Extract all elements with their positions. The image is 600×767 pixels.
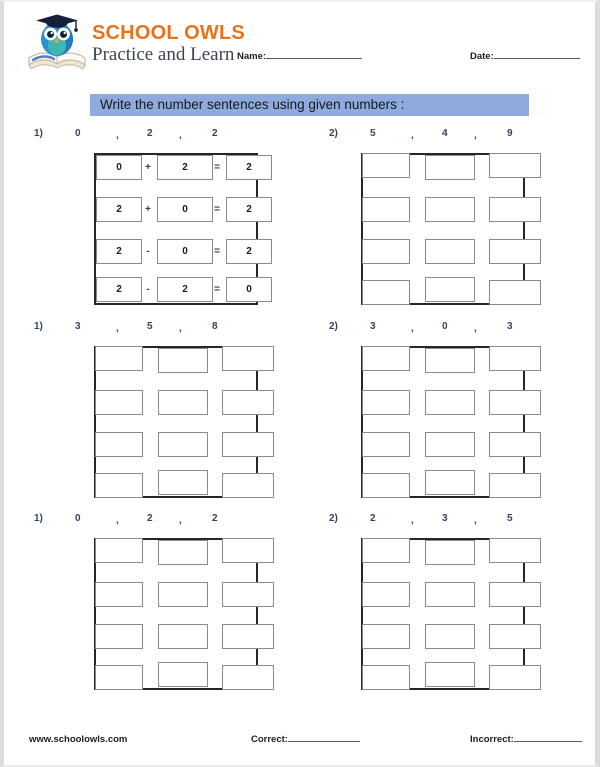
given-number-1: 0: [75, 513, 81, 524]
equation-row: [363, 155, 523, 180]
equation-row: [363, 348, 523, 373]
operand-b-box[interactable]: [425, 197, 475, 222]
result-box[interactable]: 2: [226, 197, 272, 222]
operand-b-box[interactable]: [425, 432, 475, 457]
incorrect-label: Incorrect:: [470, 734, 514, 745]
operator-symbol: +: [145, 204, 151, 215]
answer-grid: [94, 346, 258, 498]
date-label: Date:: [470, 51, 494, 62]
number-separator: ,: [411, 323, 414, 334]
correct-write-line[interactable]: [288, 741, 360, 742]
operand-b-box[interactable]: [425, 277, 475, 302]
operand-a-box[interactable]: [362, 153, 410, 178]
incorrect-field[interactable]: [470, 734, 582, 745]
number-separator: ,: [411, 130, 414, 141]
answer-grid: [361, 346, 525, 498]
operand-b-box[interactable]: [158, 470, 208, 495]
given-number-1: 3: [370, 321, 376, 332]
given-number-3: 9: [507, 128, 513, 139]
equals-symbol: =: [214, 162, 220, 173]
problem-4: [329, 321, 600, 513]
given-number-3: 3: [507, 321, 513, 332]
equation-row: [363, 277, 523, 302]
problem-index: 2): [329, 513, 338, 524]
problem-index: 1): [34, 513, 43, 524]
operand-b-box[interactable]: [158, 390, 208, 415]
answer-grid: [94, 538, 258, 690]
problem-index: 1): [34, 321, 43, 332]
operand-a-box[interactable]: 0: [96, 155, 142, 180]
equation-row: [363, 197, 523, 222]
problem-index: 2): [329, 321, 338, 332]
operand-a-box[interactable]: [362, 473, 410, 498]
operand-b-box[interactable]: [425, 624, 475, 649]
correct-field[interactable]: [251, 734, 360, 745]
problem-header: [329, 128, 600, 144]
equation-row: [96, 432, 256, 457]
operand-b-box[interactable]: [158, 624, 208, 649]
number-separator: ,: [116, 130, 119, 141]
operand-b-box[interactable]: [425, 155, 475, 180]
answer-grid: [94, 153, 258, 305]
answer-grid: [361, 538, 525, 690]
operand-a-box[interactable]: [95, 665, 143, 690]
brand-tagline: Practice and Learn: [92, 44, 235, 65]
problem-header: [329, 513, 600, 529]
operand-a-box[interactable]: [95, 473, 143, 498]
operand-a-box[interactable]: [362, 197, 410, 222]
result-box[interactable]: [489, 239, 541, 264]
number-separator: ,: [474, 515, 477, 526]
operand-b-box[interactable]: [158, 582, 208, 607]
operand-b-box[interactable]: [425, 239, 475, 264]
equation-row: [363, 470, 523, 495]
given-number-2: 2: [147, 128, 153, 139]
number-separator: ,: [474, 130, 477, 141]
result-box[interactable]: [222, 538, 274, 563]
operator-symbol: -: [146, 284, 150, 295]
operand-b-box[interactable]: [425, 470, 475, 495]
result-box[interactable]: 2: [226, 155, 272, 180]
result-box[interactable]: 0: [226, 277, 272, 302]
problem-5: [34, 513, 319, 705]
operand-a-box[interactable]: [95, 624, 143, 649]
problem-header: [34, 128, 319, 144]
answer-grid: [361, 153, 525, 305]
problem-header: [34, 321, 319, 337]
operand-a-box[interactable]: [362, 390, 410, 415]
result-box[interactable]: [489, 473, 541, 498]
number-separator: ,: [116, 323, 119, 334]
equation-row: [363, 582, 523, 607]
operand-a-box[interactable]: 2: [96, 197, 142, 222]
page-header: [4, 2, 595, 88]
operand-a-box[interactable]: [95, 390, 143, 415]
given-number-3: 2: [212, 128, 218, 139]
brand-logo: [26, 8, 245, 80]
result-box[interactable]: [489, 197, 541, 222]
operand-a-box[interactable]: [95, 538, 143, 563]
equation-row: [96, 390, 256, 415]
operand-b-box[interactable]: [425, 582, 475, 607]
operand-b-box[interactable]: 0: [157, 197, 213, 222]
given-number-1: 3: [75, 321, 81, 332]
equals-symbol: =: [214, 246, 220, 257]
equation-row: [96, 582, 256, 607]
brand-title: SCHOOL OWLS: [92, 22, 245, 44]
equation-row: [363, 624, 523, 649]
operand-a-box[interactable]: [362, 582, 410, 607]
given-number-2: 5: [147, 321, 153, 332]
given-number-1: 5: [370, 128, 376, 139]
operand-a-box[interactable]: [362, 346, 410, 371]
operand-a-box[interactable]: [362, 239, 410, 264]
number-separator: ,: [179, 130, 182, 141]
number-separator: ,: [116, 515, 119, 526]
operator-symbol: +: [145, 162, 151, 173]
owl-graduate-on-book-icon: [26, 8, 88, 74]
operand-a-box[interactable]: 2: [96, 239, 142, 264]
given-number-3: 2: [212, 513, 218, 524]
equation-row: [363, 432, 523, 457]
date-write-line[interactable]: [494, 58, 580, 59]
operand-b-box[interactable]: [425, 540, 475, 565]
problem-6: [329, 513, 600, 705]
result-box[interactable]: [489, 346, 541, 371]
operator-symbol: -: [146, 246, 150, 257]
given-number-3: 8: [212, 321, 218, 332]
given-number-1: 0: [75, 128, 81, 139]
problem-3: [34, 321, 319, 513]
operand-b-box[interactable]: [425, 390, 475, 415]
correct-label: Correct:: [251, 734, 288, 745]
result-box[interactable]: [489, 280, 541, 305]
result-box[interactable]: [489, 582, 541, 607]
instruction-text: Write the number sentences using given numbers :: [100, 97, 405, 112]
equation-row: [363, 540, 523, 565]
equals-symbol: =: [214, 284, 220, 295]
result-box[interactable]: [489, 665, 541, 690]
given-number-2: 2: [147, 513, 153, 524]
number-separator: ,: [411, 515, 414, 526]
result-box[interactable]: [489, 390, 541, 415]
operand-a-box[interactable]: [362, 665, 410, 690]
number-separator: ,: [474, 323, 477, 334]
result-box[interactable]: [489, 624, 541, 649]
equation-row: [363, 239, 523, 264]
worksheet-sheet: [4, 2, 595, 765]
equation-row: [96, 197, 256, 222]
result-box[interactable]: [222, 582, 274, 607]
problem-header: [34, 513, 319, 529]
result-box[interactable]: [489, 538, 541, 563]
operand-b-box[interactable]: [158, 348, 208, 373]
name-field[interactable]: [237, 51, 362, 62]
given-number-1: 2: [370, 513, 376, 524]
operand-a-box[interactable]: [95, 582, 143, 607]
operand-a-box[interactable]: [95, 432, 143, 457]
website-url[interactable]: www.schoolowls.com: [29, 734, 128, 745]
operand-b-box[interactable]: 0: [157, 239, 213, 264]
given-number-2: 0: [442, 321, 448, 332]
operand-b-box[interactable]: [158, 662, 208, 687]
problem-index: 1): [34, 128, 43, 139]
equation-row: [96, 662, 256, 687]
operand-a-box[interactable]: [362, 538, 410, 563]
given-number-3: 5: [507, 513, 513, 524]
name-label: Name:: [237, 51, 267, 62]
equation-row: [96, 155, 256, 180]
problem-header: [329, 321, 600, 337]
result-box[interactable]: [222, 432, 274, 457]
operand-b-box[interactable]: [425, 662, 475, 687]
equals-symbol: =: [214, 204, 220, 215]
operand-b-box[interactable]: [158, 540, 208, 565]
problem-1: [34, 128, 319, 320]
result-box[interactable]: 2: [226, 239, 272, 264]
incorrect-write-line[interactable]: [514, 741, 582, 742]
operand-b-box[interactable]: [158, 432, 208, 457]
equation-row: [96, 277, 256, 302]
result-box[interactable]: [222, 665, 274, 690]
date-field[interactable]: [470, 51, 580, 62]
equation-row: [96, 624, 256, 649]
equation-row: [96, 348, 256, 373]
number-separator: ,: [179, 323, 182, 334]
page-footer: [4, 728, 595, 758]
result-box[interactable]: [222, 473, 274, 498]
given-number-2: 4: [442, 128, 448, 139]
operand-a-box[interactable]: 2: [96, 277, 142, 302]
operand-a-box[interactable]: [362, 432, 410, 457]
equation-row: [363, 662, 523, 687]
operand-a-box[interactable]: [362, 280, 410, 305]
equation-row: [363, 390, 523, 415]
operand-b-box[interactable]: 2: [157, 155, 213, 180]
problem-index: 2): [329, 128, 338, 139]
number-separator: ,: [179, 515, 182, 526]
equation-row: [96, 239, 256, 264]
result-box[interactable]: [489, 432, 541, 457]
operand-b-box[interactable]: [425, 348, 475, 373]
result-box[interactable]: [222, 390, 274, 415]
equation-row: [96, 540, 256, 565]
operand-a-box[interactable]: [362, 624, 410, 649]
problem-2: [329, 128, 600, 320]
name-write-line[interactable]: [266, 58, 362, 59]
result-box[interactable]: [489, 153, 541, 178]
result-box[interactable]: [222, 346, 274, 371]
operand-a-box[interactable]: [95, 346, 143, 371]
instruction-banner: [90, 94, 529, 116]
operand-b-box[interactable]: 2: [157, 277, 213, 302]
given-number-2: 3: [442, 513, 448, 524]
result-box[interactable]: [222, 624, 274, 649]
equation-row: [96, 470, 256, 495]
